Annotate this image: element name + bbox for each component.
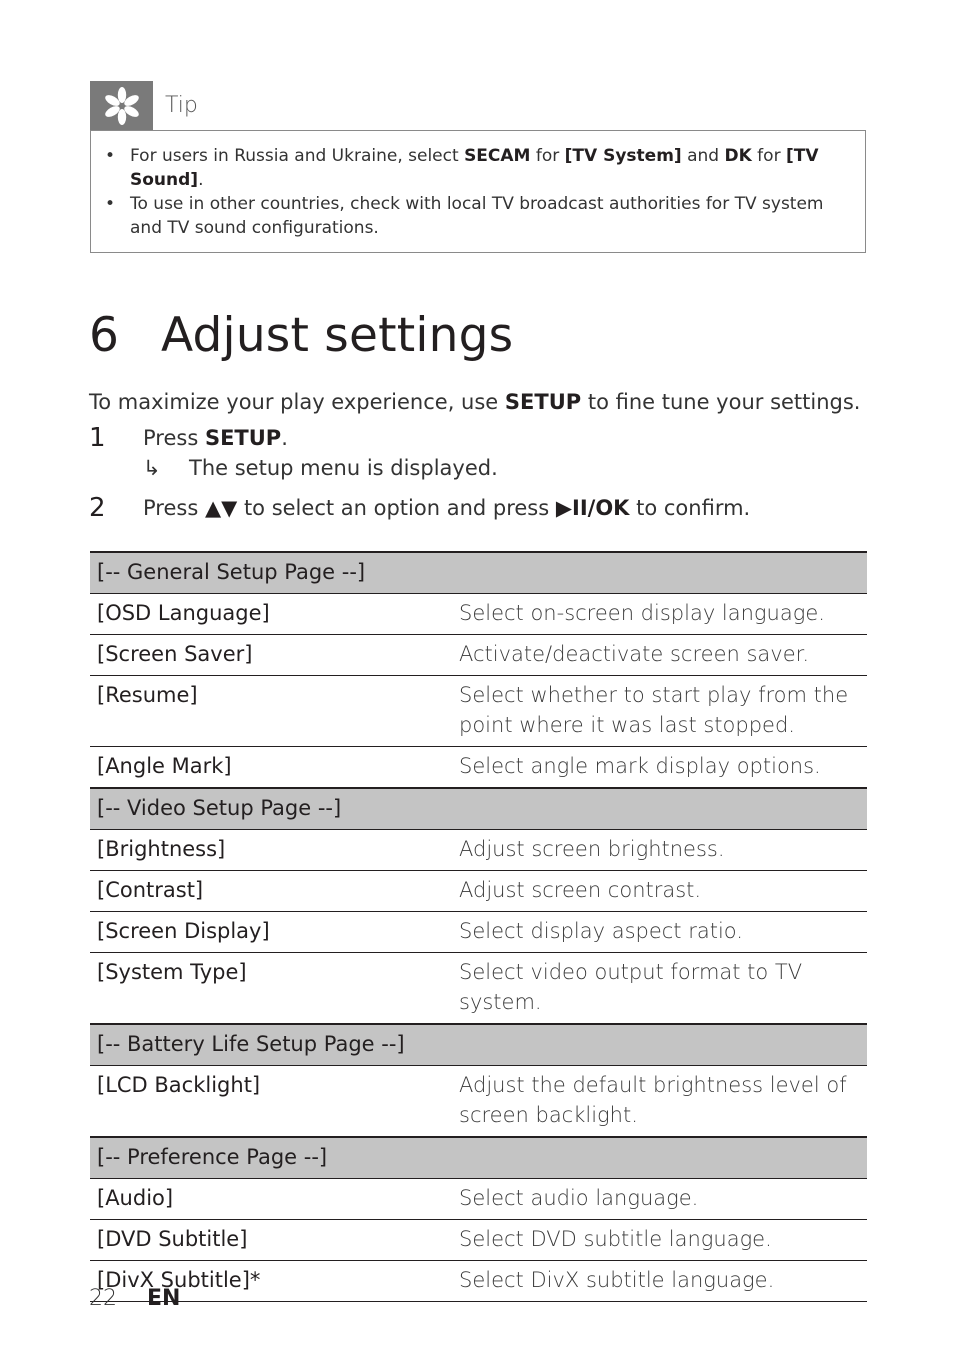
option-description: Select on-screen display language. — [445, 594, 867, 635]
table-row — [90, 1179, 867, 1220]
option-description: Select display aspect ratio. — [445, 912, 867, 953]
tip-text: for — [751, 146, 786, 166]
tip-header — [90, 81, 198, 130]
table-row — [90, 676, 867, 747]
section-label: [-- Video Setup Page --] — [90, 788, 867, 830]
page-footer — [89, 1286, 180, 1311]
step-pre: Press — [143, 426, 205, 450]
tip-label: Tip — [165, 93, 198, 118]
navigation-arrows-key: ▲▼ — [204, 496, 238, 520]
option-name: [Contrast] — [90, 871, 445, 912]
tip-key: [TV System] — [564, 146, 682, 166]
intro-text — [89, 390, 860, 414]
option-name: [DVD Subtitle] — [90, 1220, 445, 1261]
option-name: [LCD Backlight] — [90, 1066, 445, 1138]
option-description: Adjust screen brightness. — [445, 830, 867, 871]
table-row — [90, 747, 867, 789]
step-result — [143, 456, 498, 480]
tip-key: DK — [724, 146, 752, 166]
option-description: Select DivX subtitle language. — [445, 1261, 867, 1302]
step-text — [143, 426, 288, 450]
chapter-number: 6 — [89, 308, 120, 363]
table-row — [90, 912, 867, 953]
table-section-row — [90, 1137, 867, 1179]
option-description: Select angle mark display options. — [445, 747, 867, 789]
tip-text: For users in Russia and Ukraine, select — [130, 146, 465, 166]
option-name: [Audio] — [90, 1179, 445, 1220]
tip-text: . — [198, 169, 204, 190]
step-mid: to select an option and press — [237, 496, 556, 520]
play-pause-ok-key: ▶II/OK — [555, 496, 630, 520]
result-text: The setup menu is displayed. — [189, 456, 498, 480]
option-name: [System Type] — [90, 953, 445, 1025]
page-number: 22 — [89, 1286, 117, 1311]
table-section-row — [90, 788, 867, 830]
option-description: Select audio language. — [445, 1179, 867, 1220]
settings-table — [90, 551, 867, 1302]
step-text — [143, 496, 750, 520]
language-code: EN — [147, 1286, 181, 1311]
tip-text: and — [681, 146, 725, 166]
option-description: Select video output format to TV system. — [445, 953, 867, 1025]
table-section-row — [90, 552, 867, 594]
table-row — [90, 953, 867, 1025]
option-name: [Angle Mark] — [90, 747, 445, 789]
option-name: [Screen Saver] — [90, 635, 445, 676]
step-key: SETUP — [204, 426, 282, 450]
step-pre: Press — [143, 496, 205, 520]
result-arrow-icon: ↳ — [143, 456, 161, 480]
option-description: Adjust the default brightness level of screen backlight. — [445, 1066, 867, 1138]
chapter-title — [89, 308, 513, 363]
step-number: 2 — [89, 493, 106, 523]
table-row — [90, 594, 867, 635]
table-section-row — [90, 1024, 867, 1066]
tip-asterisk-icon — [90, 81, 153, 130]
tip-key: [TV Sound] — [130, 146, 819, 190]
table-row — [90, 871, 867, 912]
option-description: Adjust screen contrast. — [445, 871, 867, 912]
option-name: [OSD Language] — [90, 594, 445, 635]
tip-key: SECAM — [464, 146, 531, 166]
option-name: [Screen Display] — [90, 912, 445, 953]
chapter-title-text: Adjust settings — [161, 308, 514, 363]
bullet-icon: • — [105, 146, 116, 166]
section-label: [-- Preference Page --] — [90, 1137, 867, 1179]
tip-item — [105, 193, 837, 240]
tip-text: To use in other countries, check with local TV broadcast authorities for TV system and TV sound configurations. — [130, 194, 824, 238]
option-name: [DivX Subtitle]* — [90, 1261, 445, 1302]
option-description: Activate/deactivate screen saver. — [445, 635, 867, 676]
tip-box — [90, 130, 866, 253]
step-number: 1 — [89, 423, 106, 453]
section-label: [-- Battery Life Setup Page --] — [90, 1024, 867, 1066]
table-row — [90, 1220, 867, 1261]
table-row — [90, 1261, 867, 1302]
table-row — [90, 1066, 867, 1138]
bullet-icon: • — [105, 194, 116, 214]
option-description: Select whether to start play from the point where it was last stopped. — [445, 676, 867, 747]
section-label: [-- General Setup Page --] — [90, 552, 867, 594]
intro-post: to fine tune your settings. — [581, 390, 861, 414]
intro-key: SETUP — [504, 390, 582, 414]
tip-item — [105, 145, 837, 192]
table-row — [90, 830, 867, 871]
option-name: [Resume] — [90, 676, 445, 747]
intro-pre: To maximize your play experience, use — [89, 390, 505, 414]
step-post: . — [281, 426, 288, 450]
table-row — [90, 635, 867, 676]
tip-text: for — [530, 146, 565, 166]
option-description: Select DVD subtitle language. — [445, 1220, 867, 1261]
option-name: [Brightness] — [90, 830, 445, 871]
step-post: to confirm. — [629, 496, 751, 520]
